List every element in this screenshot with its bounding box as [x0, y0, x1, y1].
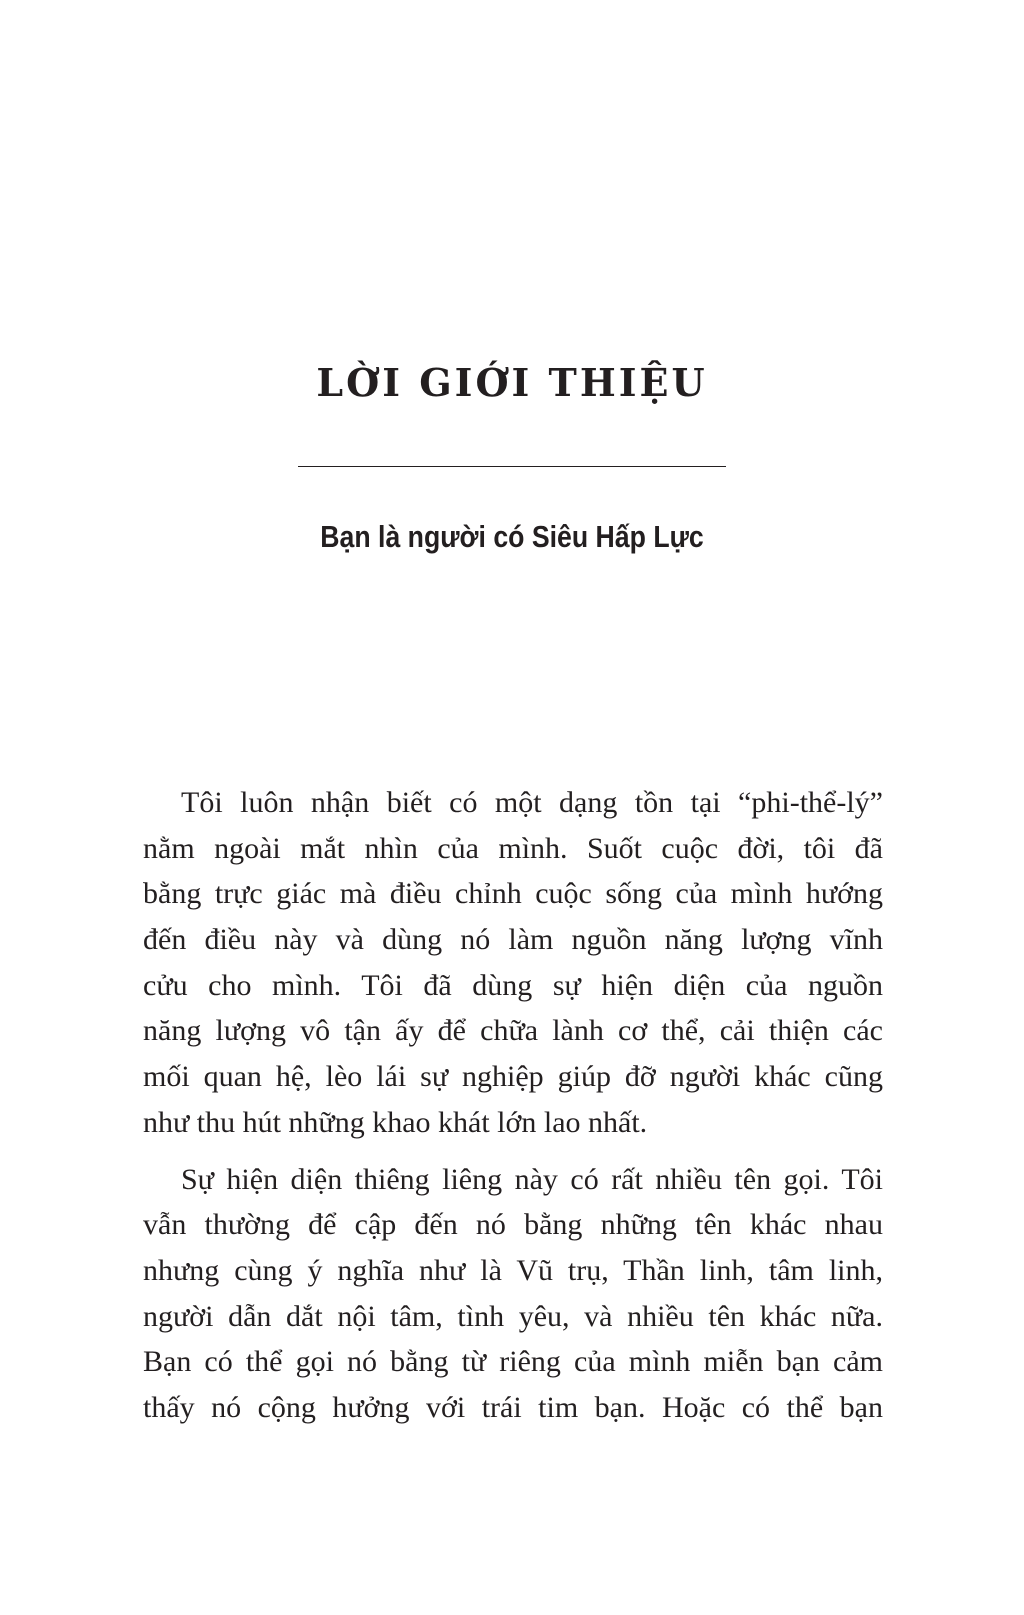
paragraph-gap: [143, 1146, 883, 1157]
text-line: năng lượng vô tận ấy để chữa lành cơ thể, cải thiện các: [143, 1014, 883, 1048]
paragraph-1: [143, 780, 883, 1146]
title-divider: [298, 466, 726, 467]
text-line: mối quan hệ, lèo lái sự nghiệp giúp đỡ người khác cũng: [143, 1060, 883, 1094]
text-line: người dẫn dắt nội tâm, tình yêu, và nhiều tên khác nữa.: [143, 1299, 883, 1333]
text-line: Tôi luôn nhận biết có một dạng tồn tại “phi-thể-lý”: [181, 786, 883, 819]
text-line: Sự hiện diện thiêng liêng này có rất nhiều tên gọi. Tôi: [181, 1162, 883, 1196]
chapter-subtitle: Bạn là người có Siêu Hấp Lực: [320, 519, 704, 554]
paragraph-2: [143, 1157, 883, 1431]
text-line: cửu cho mình. Tôi đã dùng sự hiện diện của nguồn: [143, 968, 883, 1002]
chapter-title: LỜI GIỚI THIỆU: [316, 360, 708, 405]
text-line: vẫn thường để cập đến nó bằng những tên khác nhau: [143, 1208, 883, 1242]
text-line: nằm ngoài mắt nhìn của mình. Suốt cuộc đời, tôi đã: [143, 831, 883, 865]
text-line: thấy nó cộng hưởng với trái tim bạn. Hoặc có thể bạn: [143, 1390, 883, 1424]
text-line: Bạn có thể gọi nó bằng từ riêng của mình miễn bạn cảm: [143, 1345, 883, 1379]
text-line: nhưng cùng ý nghĩa như là Vũ trụ, Thần linh, tâm linh,: [143, 1253, 883, 1287]
text-line: đến điều này và dùng nó làm nguồn năng lượng vĩnh: [143, 923, 883, 957]
text-line: bằng trực giác mà điều chỉnh cuộc sống của mình hướng: [143, 877, 883, 911]
body-text: [143, 780, 883, 1431]
text-line: như thu hút những khao khát lớn lao nhất.: [143, 1105, 648, 1139]
